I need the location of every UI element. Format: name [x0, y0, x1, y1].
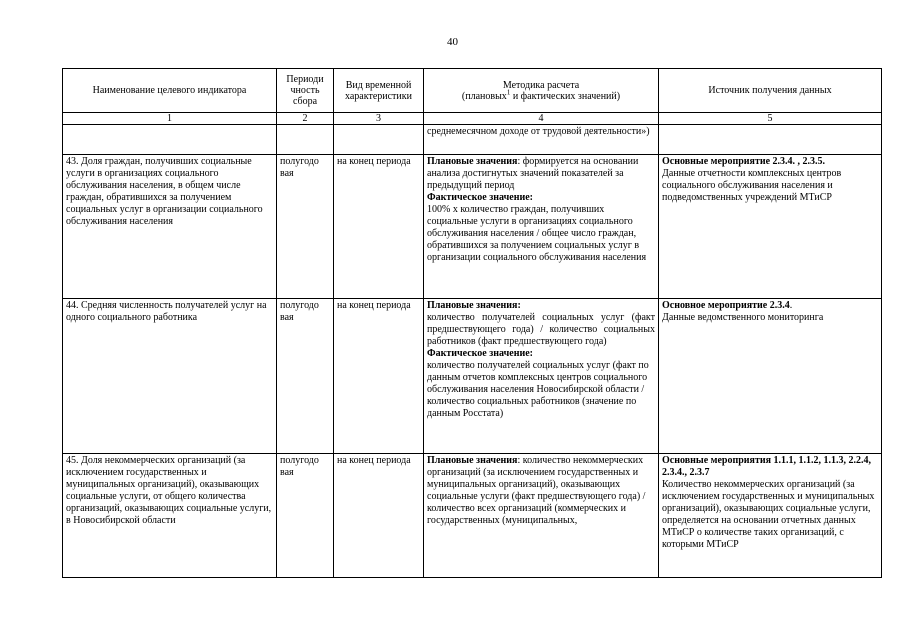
indicator-name: 44. Средняя численность получателей услуг на одного социального работника — [63, 299, 277, 454]
table-row — [63, 155, 882, 299]
plan-label: Плановые значения — [427, 156, 518, 167]
plan-label: Плановые значения — [427, 455, 518, 466]
indicators-table — [62, 68, 882, 578]
source-measures: Основные мероприятие 2.3.4. , 2.3.5. — [662, 156, 826, 167]
plan-text: : количество некоммерческих организаций (за исключением государственных и муниципальных организаций), оказывающих социальные услуги (факт предшествующего года) / количество всех организаций (коммерческих и государственных (муниципальных, — [427, 455, 646, 526]
col-number: 5 — [659, 113, 882, 125]
indicator-name: 45. Доля некоммерческих организаций (за исключением государственных и муниципальных организаций), оказывающих социальные услуги, от общего количества организаций, оказывающих социальные услуги, в Новосибирской области — [63, 454, 277, 578]
time-characteristic: на конец периода — [334, 299, 424, 454]
footnote-mark: 1 — [506, 88, 511, 97]
fact-label: Фактическое значение: — [427, 348, 533, 359]
header-method-sub-b: и фактических значений) — [510, 90, 621, 102]
periodicity: полугодо вая — [277, 155, 334, 299]
source-text: Данные ведомственного мониторинга — [662, 312, 824, 323]
fact-text: 100% х количество граждан, получивших социальные услуги в организациях социального обслуживания населения / общее число граждан, обратившихся за получением социальных услуг в организации социального обслуживания населения — [427, 204, 647, 263]
continuation-row — [63, 125, 882, 155]
header-source: Источник получения данных — [659, 69, 882, 113]
source-dot: . — [789, 300, 793, 311]
source-measures: Основные мероприятия 1.1.1, 1.1.2, 1.1.3, 2.2.4, 2.3.4., 2.3.7 — [662, 455, 872, 478]
header-method — [424, 69, 659, 113]
col-number: 1 — [63, 113, 277, 125]
method — [424, 299, 659, 454]
col-number: 3 — [334, 113, 424, 125]
col-number: 2 — [277, 113, 334, 125]
header-method-sub-a: (плановых — [461, 90, 507, 102]
indicator-name: 43. Доля граждан, получивших социальные услуги в организациях социального обслуживания населения, в общем числе граждан, обратившихся за получением социальных услуг в организации социального обслуживания населения — [63, 155, 277, 299]
time-characteristic: на конец периода — [334, 155, 424, 299]
continuation-text: среднемесячном доходе от трудовой деятельности») — [424, 125, 659, 155]
plan-text: : формируется на основании анализа достигнутых значений показателей за предыдущий период — [427, 156, 639, 191]
header-row — [63, 69, 882, 113]
plan-text: количество получателей социальных услуг (факт предшествующего года) / количество социальных работников (факт предшествующего года) — [427, 312, 655, 347]
periodicity: полугодо вая — [277, 299, 334, 454]
header-periodicity: Периоди чность сбора — [277, 69, 334, 113]
source — [659, 299, 882, 454]
col-number: 4 — [424, 113, 659, 125]
header-time-characteristic: Вид временной характеристики — [334, 69, 424, 113]
source — [659, 454, 882, 578]
source-text: Количество некоммерческих организаций (за исключением государственных и муниципальных организаций), оказывающих социальные услуги, определяется на основании отчетных данных МТиСР о количестве таких организаций, с которыми МТиСР — [662, 479, 875, 550]
method — [424, 454, 659, 578]
fact-text: количество получателей социальных услуг (факт по данным отчетов комплексных центров социального обслуживания населения Новосибирской области /количество социальных работников (значение по данным Росстата) — [427, 360, 649, 419]
plan-label: Плановые значения: — [427, 300, 521, 311]
source-text: Данные отчетности комплексных центров социального обслуживания населения и подведомственных учреждений МТиСР — [662, 168, 842, 203]
page-number: 40 — [447, 36, 458, 48]
fact-label: Фактическое значение: — [427, 192, 533, 203]
periodicity: полугодо вая — [277, 454, 334, 578]
source — [659, 155, 882, 299]
source-measures: Основное мероприятие 2.3.4 — [662, 300, 790, 311]
time-characteristic: на конец периода — [334, 454, 424, 578]
table-row — [63, 454, 882, 578]
method — [424, 155, 659, 299]
table-row — [63, 299, 882, 454]
header-indicator-name: Наименование целевого индикатора — [63, 69, 277, 113]
column-numbers-row — [63, 113, 882, 125]
header-method-title: Методика расчета — [502, 79, 580, 91]
